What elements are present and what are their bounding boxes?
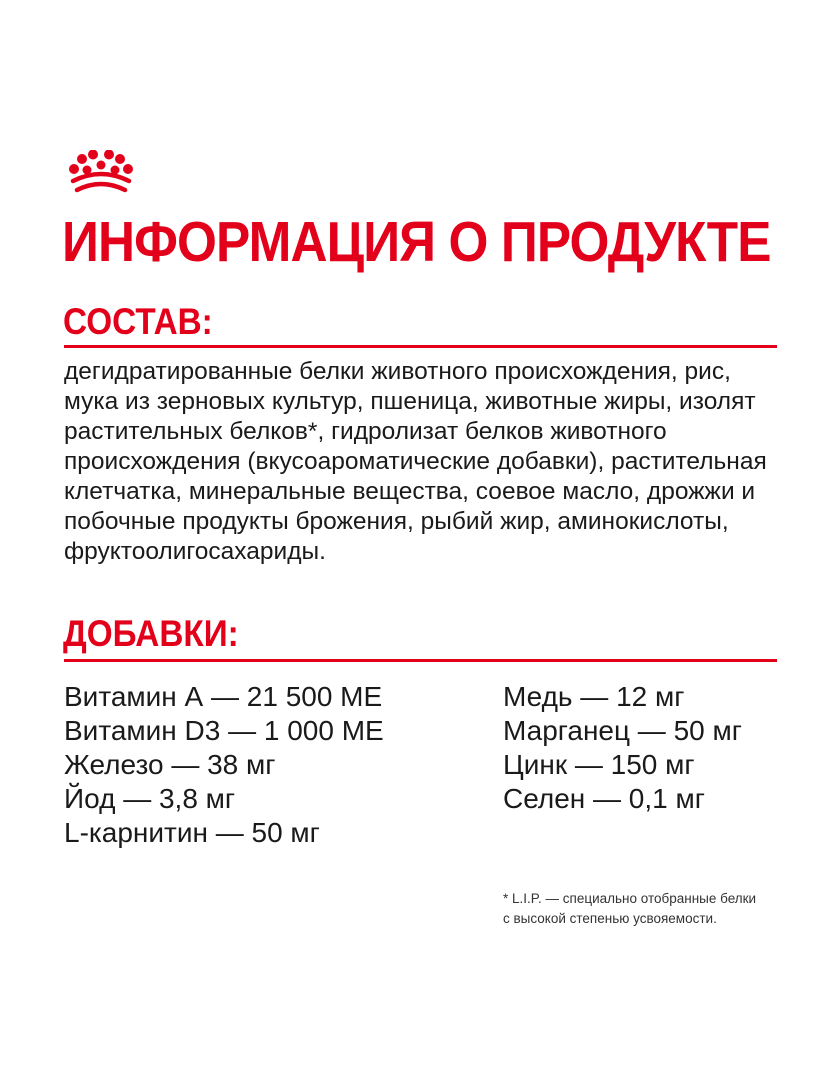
additives-list-right	[503, 680, 742, 816]
royal-crown-icon	[64, 150, 138, 196]
footnote-line-1: * L.I.P. — специально отобранные белки	[503, 891, 757, 906]
additive-item: Медь — 12 мг	[503, 681, 685, 712]
footnote	[503, 889, 803, 929]
additive-item: Йод — 3,8 мг	[64, 783, 236, 814]
additive-item: Витамин D3 — 1 000 МЕ	[64, 715, 384, 746]
section-divider	[64, 659, 777, 662]
section-divider	[64, 345, 777, 348]
additive-item: Железо — 38 мг	[64, 749, 276, 780]
additives-heading: ДОБАВКИ:	[63, 613, 239, 654]
additive-item: Цинк — 150 мг	[503, 749, 695, 780]
composition-text: дегидратированные белки животного происхождения, рис, мука из зерновых культур, пшеница, животные жиры, изолят растительных белков*, гидролизат белков животного происхождения (вкусоароматические добавки), растительная клетчатка, минеральные вещества, соевое масло, дрожжи и побочные продукты брожения, рыбий жир, аминокислоты, фруктоолигосахариды.	[64, 358, 767, 565]
footnote-line-2: с высокой степенью усвояемости.	[503, 911, 717, 926]
additive-item: Селен — 0,1 мг	[503, 783, 705, 814]
page-title: ИНФОРМАЦИЯ О ПРОДУКТЕ	[62, 210, 771, 274]
additives-list-left	[64, 680, 384, 850]
additive-item: Витамин А — 21 500 МЕ	[64, 681, 383, 712]
composition-heading: СОСТАВ:	[63, 301, 213, 342]
additive-item: L-карнитин — 50 мг	[64, 817, 320, 848]
additive-item: Марганец — 50 мг	[503, 715, 742, 746]
